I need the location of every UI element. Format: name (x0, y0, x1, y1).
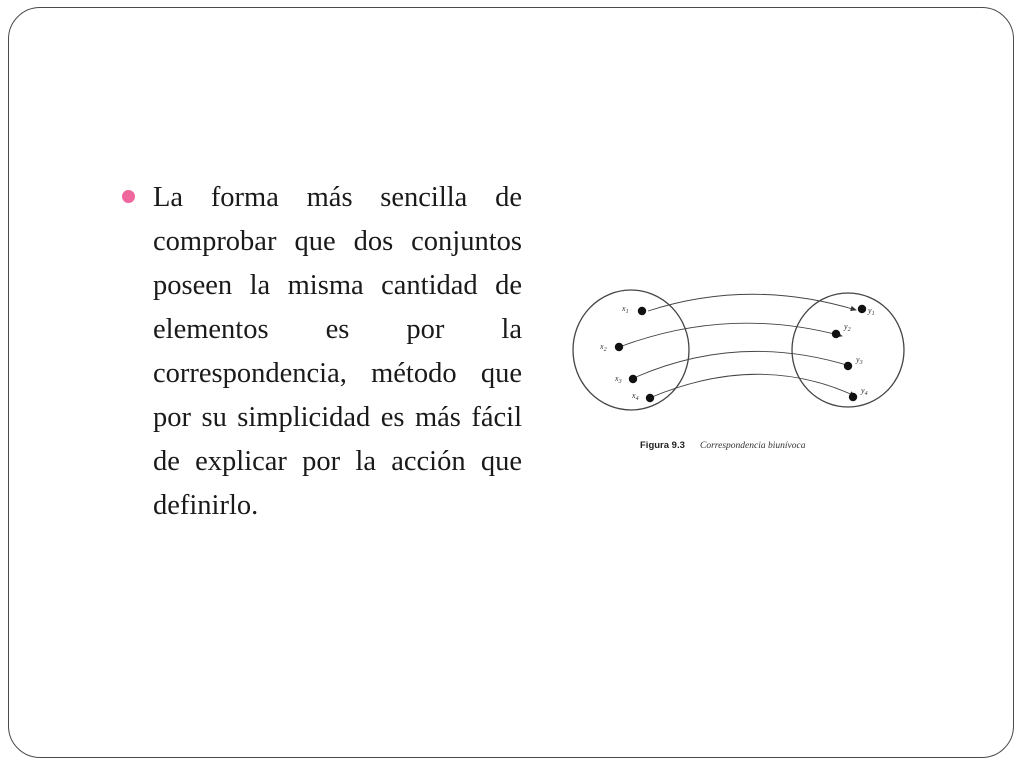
codomain-set-ellipse (792, 293, 904, 407)
point-y2 (832, 330, 840, 338)
point-x3 (629, 375, 637, 383)
label-y3: $y_3$ (856, 355, 863, 366)
figure-caption-title: Correspondencia biunívoca (700, 441, 806, 451)
label-x3: $x_3$ (615, 374, 622, 385)
domain-set-ellipse (573, 290, 689, 410)
figure-caption-number: Figura 9.3 (640, 440, 685, 451)
bullet-text: La forma más sencilla de comprobar que dos conjuntos poseen la misma cantidad de elementos es por la correspondencia, método que por su simplicidad es más fácil de explicar por la acción que definirlo. (153, 182, 522, 521)
bijection-diagram (560, 280, 920, 460)
point-x1 (638, 307, 646, 315)
bijection-figure (560, 280, 920, 460)
bullet-item (122, 176, 522, 528)
arrow-x3-y3 (636, 351, 850, 377)
point-x4 (646, 394, 654, 402)
label-x2: $x_2$ (600, 342, 607, 353)
point-x2 (615, 343, 623, 351)
bullet-dot-icon (122, 190, 135, 203)
point-y4 (849, 393, 857, 401)
label-y4: $y_4$ (861, 386, 868, 397)
arrow-x2-y2 (622, 323, 842, 346)
label-x1: $x_1$ (622, 304, 629, 315)
label-y2: $y_2$ (844, 322, 851, 333)
arrow-x1-y1 (648, 294, 856, 311)
point-y1 (858, 305, 866, 313)
point-y3 (844, 362, 852, 370)
label-y1: $y_1$ (868, 306, 875, 317)
label-x4: $x_4$ (632, 391, 639, 402)
